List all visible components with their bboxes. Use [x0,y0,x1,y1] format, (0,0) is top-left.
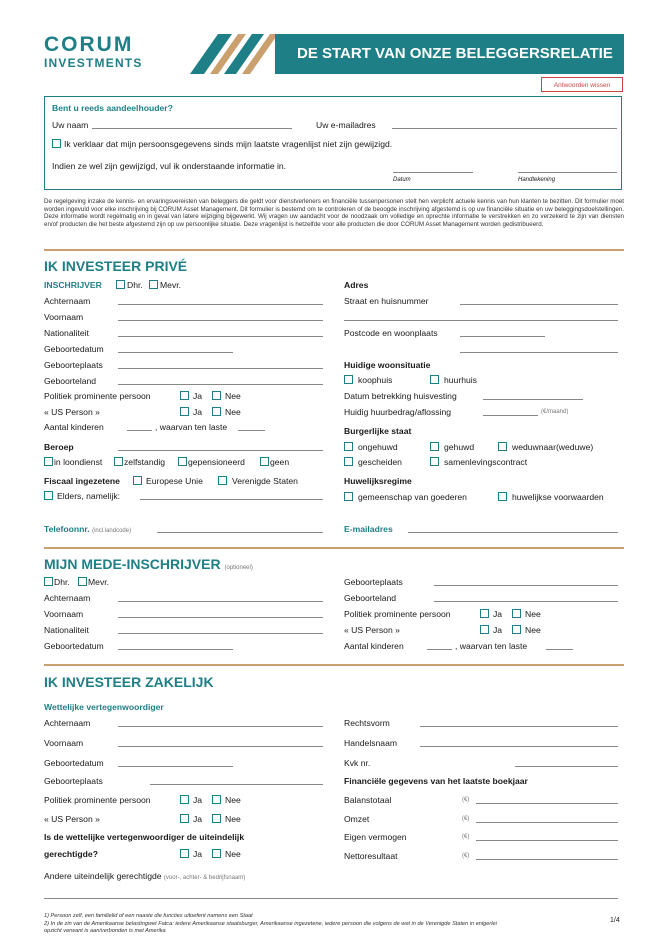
balanstotaal-label: Balanstotaal [344,795,392,805]
logo-corum: CORUM [44,33,134,56]
name-label: Uw naam [52,120,89,130]
reset-answers-button[interactable]: Antwoorden wissen [541,77,623,92]
existing-question: Bent u reeds aandeelhouder? [52,103,173,113]
z-geboorteplaats-input[interactable] [150,778,323,785]
mede-pep-label: Politiek prominente persoon [344,609,451,619]
huurhuis-checkbox[interactable] [430,375,439,384]
gemeenschap-label: gemeenschap van goederen [358,492,467,502]
vs-checkbox[interactable] [218,476,227,485]
huurbedrag-input[interactable] [483,409,538,416]
voornaam-label: Voornaam [44,312,84,322]
nee-label: Nee [225,391,241,401]
ja-label: Ja [193,391,203,401]
mede-geboorteplaats-input[interactable] [434,579,618,586]
mede-achternaam-input[interactable] [118,595,323,602]
handelsnaam-label: Handelsnaam [344,738,398,748]
woonplaats-input[interactable] [460,346,618,353]
signature-label: Handtekening [518,177,556,183]
telefoon-input[interactable] [157,526,323,533]
zelfstandig-label: zelfstandig [124,457,166,467]
samenleving-label: samenlevingscontract [444,457,528,467]
geen-label: geen [270,457,290,467]
euro-hint: (€) [462,816,470,822]
dhr-checkbox[interactable] [116,280,125,289]
inschrijver-label: INSCHRIJVER [44,280,102,290]
nee-label: Nee [225,795,241,805]
prive-email-label: E-mailadres [344,524,393,534]
pep-ja-checkbox[interactable] [180,391,189,400]
z-us-nee-checkbox[interactable] [212,814,221,823]
optional-hint: (optioneel) [224,565,253,571]
banner-title: DE START VAN ONZE BELEGGERSRELATIE [275,34,624,74]
section-title-mede [44,556,253,572]
z-geboortedatum-label: Geboortedatum [44,758,104,768]
kvk-input[interactable] [515,760,618,767]
loondienst-checkbox[interactable] [44,457,53,466]
dhr-label: Dhr. [127,280,143,290]
telefoon-label [44,525,131,534]
burgerlijk-label: Burgerlijke staat [344,426,412,436]
vs-label: Verenigde Staten [232,476,298,486]
kinderen-input[interactable] [127,424,152,431]
rechtsvorm-input[interactable] [420,720,618,727]
tenlaste-label: , waarvan ten laste [155,422,228,432]
page-number: 1/4 [610,917,620,924]
elders-input[interactable] [140,493,323,500]
z-geboortedatum-input[interactable] [118,760,233,767]
koophuis-label: koophuis [358,375,393,385]
gehuwd-checkbox[interactable] [430,442,439,451]
logo-investments: INVESTMENTS [44,56,143,70]
straat-input-2[interactable] [344,314,618,321]
postcode-label: Postcode en woonplaats [344,328,438,338]
footnote-2a: 2) In de zin van de Amerikaanse belastingwet Fatca: iedere Amerikaanse staatsburger, Amerikaanse ingezetene, iedere persoon die volgens de wet in de Verenigde Staten in enigerlei [44,921,497,927]
z-achternaam-label: Achternaam [44,718,91,728]
samenleving-checkbox[interactable] [430,457,439,466]
email-input[interactable] [392,122,617,129]
nationaliteit-input[interactable] [118,330,323,337]
geboortedatum-label: Geboortedatum [44,344,104,354]
mede-dhr-checkbox[interactable] [44,577,53,586]
straat-input[interactable] [460,298,618,305]
mede-achternaam-label: Achternaam [44,593,91,603]
eu-checkbox[interactable] [133,476,142,485]
email-label: Uw e-mailadres [316,120,376,130]
ja-label: Ja [493,609,503,619]
section-title-prive: IK INVESTEER PRIVÉ [44,258,188,274]
ja-label: Ja [193,849,203,859]
mede-title-text: MIJN MEDE-INSCHRIJVER [44,556,221,572]
mede-geboorteplaats-label: Geboorteplaats [344,577,403,587]
mede-kinderen-input[interactable] [427,643,452,650]
footnote-2b: opzicht verwant is aan/verbonden is met Amerika [44,928,166,934]
nettoresultaat-input[interactable] [476,853,618,860]
gescheiden-checkbox[interactable] [344,457,353,466]
us-ja-checkbox[interactable] [180,407,189,416]
nee-label: Nee [225,407,241,417]
mede-nationaliteit-input[interactable] [118,627,323,634]
mede-geboorteland-input[interactable] [434,595,618,602]
us-nee-checkbox[interactable] [212,407,221,416]
ja-label: Ja [193,795,203,805]
ja-label: Ja [193,814,203,824]
ongehuwd-checkbox[interactable] [344,442,353,451]
divider [44,664,624,666]
achternaam-input[interactable] [118,298,323,305]
divider [44,547,624,549]
mede-usperson-label: « US Person » [344,625,400,635]
huwelijkse-checkbox[interactable] [498,492,507,501]
datum-huis-label: Datum betrekking huisvesting [344,391,457,401]
mede-us-ja-checkbox[interactable] [480,625,489,634]
geboorteplaats-input[interactable] [118,362,323,369]
nee-label: Nee [525,609,541,619]
weduwnaar-checkbox[interactable] [498,442,507,451]
z-pep-ja-checkbox[interactable] [180,795,189,804]
dhr-label: Dhr. [54,577,70,587]
mede-mevr-checkbox[interactable] [78,577,87,586]
postcode-input[interactable] [460,330,545,337]
ja-label: Ja [493,625,503,635]
gepensioneerd-checkbox[interactable] [178,457,187,466]
z-voornaam-input[interactable] [118,740,323,747]
pep-nee-checkbox[interactable] [212,391,221,400]
uit-ja-checkbox[interactable] [180,849,189,858]
z-voornaam-label: Voornaam [44,738,84,748]
straat-label: Straat en huisnummer [344,296,429,306]
tenlaste-input[interactable] [238,424,265,431]
omzet-input[interactable] [476,816,618,823]
gepensioneerd-label: gepensioneerd [188,457,245,467]
omzet-label: Omzet [344,814,370,824]
rechtsvorm-label: Rechtsvorm [344,718,390,728]
beroep-label: Beroep [44,442,74,452]
date-label: Datum [393,177,411,183]
section-title-zakelijk: IK INVESTEER ZAKELIJK [44,674,214,690]
telefoon-hint: (incl.landcode) [92,528,132,534]
z-us-ja-checkbox[interactable] [180,814,189,823]
gemeenschap-checkbox[interactable] [344,492,353,501]
mede-voornaam-input[interactable] [118,611,323,618]
geboorteplaats-label: Geboorteplaats [44,360,103,370]
name-input[interactable] [92,122,292,129]
adres-label: Adres [344,280,369,290]
signature-input[interactable] [518,166,617,173]
nettoresultaat-label: Nettoresultaat [344,851,398,861]
elders-label: Elders, namelijk: [57,491,121,501]
mede-geboortedatum-label: Geboortedatum [44,641,104,651]
intro-paragraph: De regelgeving inzake de kennis- en ervaringsvereisten van beleggers die geldt voor dienstverleners en financiële tussenpersonen stelt hen verplicht actuele kennis van hun klanten te bezitten. Dit formulier moet worden ingevuld voor elke inschrijving bij CORUM Asset Management. Dit formulier is bestemd om te controleren of de beoogde inschrijving afgestemd is op uw financiële situatie en uw beleggingsdoelstellingen. Deze informatie wordt regelmatig en in geval van latere wijziging bijgewerkt. Wij vragen uw aandacht voor de noodzaak om volledige en oprechte informatie te verstrekken en zo verzekerd te zijn van diensten en/of producten die het beste afgestemd zijn op uw persoonlijke situatie. Deze vragenlijst is hetzelfde voor alle producten die door CORUM Asset Management worden gedistribueerd. [44,198,624,228]
usperson-label: « US Person » [44,407,100,417]
declaration-checkbox[interactable] [52,139,61,148]
andere-label [44,872,245,881]
mede-tenlaste-input[interactable] [546,643,573,650]
mede-tenlaste-label: , waarvan ten laste [455,641,528,651]
zelfstandig-checkbox[interactable] [114,457,123,466]
z-pep-nee-checkbox[interactable] [212,795,221,804]
nationaliteit-label: Nationaliteit [44,328,89,338]
mede-kinderen-label: Aantal kinderen [344,641,404,651]
weduwnaar-label: weduwnaar(weduwe) [512,442,594,452]
mede-pep-nee-checkbox[interactable] [512,609,521,618]
woonsituatie-label: Huidige woonsituatie [344,360,431,370]
eu-label: Europese Unie [146,476,203,486]
fin-title: Financiële gegevens van het laatste boekjaar [344,776,528,786]
z-achternaam-input[interactable] [118,720,323,727]
mede-us-nee-checkbox[interactable] [512,625,521,634]
eigen-vermogen-label: Eigen vermogen [344,832,407,842]
handelsnaam-input[interactable] [420,740,618,747]
uit-nee-checkbox[interactable] [212,849,221,858]
changed-text: Indien ze wel zijn gewijzigd, vul ik onderstaande informatie in. [52,161,287,171]
huwelijkse-label: huwelijkse voorwaarden [512,492,604,502]
mevr-label: Mevr. [88,577,110,587]
nee-label: Nee [225,849,241,859]
gehuwd-label: gehuwd [444,442,475,452]
geboortedatum-input[interactable] [118,346,233,353]
andere-input[interactable] [44,892,618,899]
elders-checkbox[interactable] [44,491,53,500]
geen-checkbox[interactable] [260,457,269,466]
nee-label: Nee [525,625,541,635]
mede-geboortedatum-input[interactable] [118,643,233,650]
gescheiden-label: gescheiden [358,457,402,467]
prive-email-input[interactable] [408,526,618,533]
huwelijksregime-label: Huwelijksregime [344,476,412,486]
divider [44,249,624,251]
z-usperson-label: « US Person » [44,814,100,824]
huurbedrag-label: Huidig huurbedrag/aflossing [344,407,452,417]
kvk-label: Kvk nr. [344,758,371,768]
mede-geboorteland-label: Geboorteland [344,593,397,603]
ongehuwd-label: ongehuwd [358,442,398,452]
z-pep-label: Politiek prominente persoon [44,795,151,805]
mevr-label: Mevr. [160,280,182,290]
z-geboorteplaats-label: Geboorteplaats [44,776,103,786]
eigen-vermogen-input[interactable] [476,834,618,841]
mede-pep-ja-checkbox[interactable] [480,609,489,618]
vertegenwoordiger-label: Wettelijke vertegenwoordiger [44,702,164,712]
huurhuis-label: huurhuis [444,375,477,385]
euro-hint: (€) [462,834,470,840]
andere-hint: (voor-, achter- & bedrijfsnaam) [163,875,246,881]
geboorteland-input[interactable] [118,378,323,385]
nee-label: Nee [225,814,241,824]
uiteindelijk-label-2: gerechtigde? [44,849,98,859]
beroep-input[interactable] [118,444,323,451]
mede-nationaliteit-label: Nationaliteit [44,625,89,635]
datum-huis-input[interactable] [483,393,583,400]
stripes-decoration [180,34,280,74]
koophuis-checkbox[interactable] [344,375,353,384]
fiscaal-label: Fiscaal ingezetene [44,476,120,486]
euro-hint: (€) [462,797,470,803]
ja-label: Ja [193,407,203,417]
mevr-checkbox[interactable] [149,280,158,289]
uiteindelijk-label-1: Is de wettelijke vertegenwoordiger de uiteindelijk [44,832,245,842]
geboorteland-label: Geboorteland [44,376,97,386]
footnote-1: 1) Persoon zelf, een familielid of een naaste die functies uitoefent namens een Staat [44,913,253,919]
declaration-text: Ik verklaar dat mijn persoonsgegevens sinds mijn laatste vragenlijst niet zijn gewijzigd. [64,139,393,149]
mede-voornaam-label: Voornaam [44,609,84,619]
telefoon-text: Telefoonnr. [44,524,90,534]
achternaam-label: Achternaam [44,296,91,306]
voornaam-input[interactable] [118,314,323,321]
andere-text: Andere uiteindelijk gerechtigde [44,871,162,881]
per-maand-hint: (€/maand) [541,409,569,415]
euro-hint: (€) [462,853,470,859]
pep-label: Politiek prominente persoon [44,391,151,401]
kinderen-label: Aantal kinderen [44,422,104,432]
loondienst-label: in loondienst [54,457,103,467]
balanstotaal-input[interactable] [476,797,618,804]
date-input[interactable] [393,166,473,173]
